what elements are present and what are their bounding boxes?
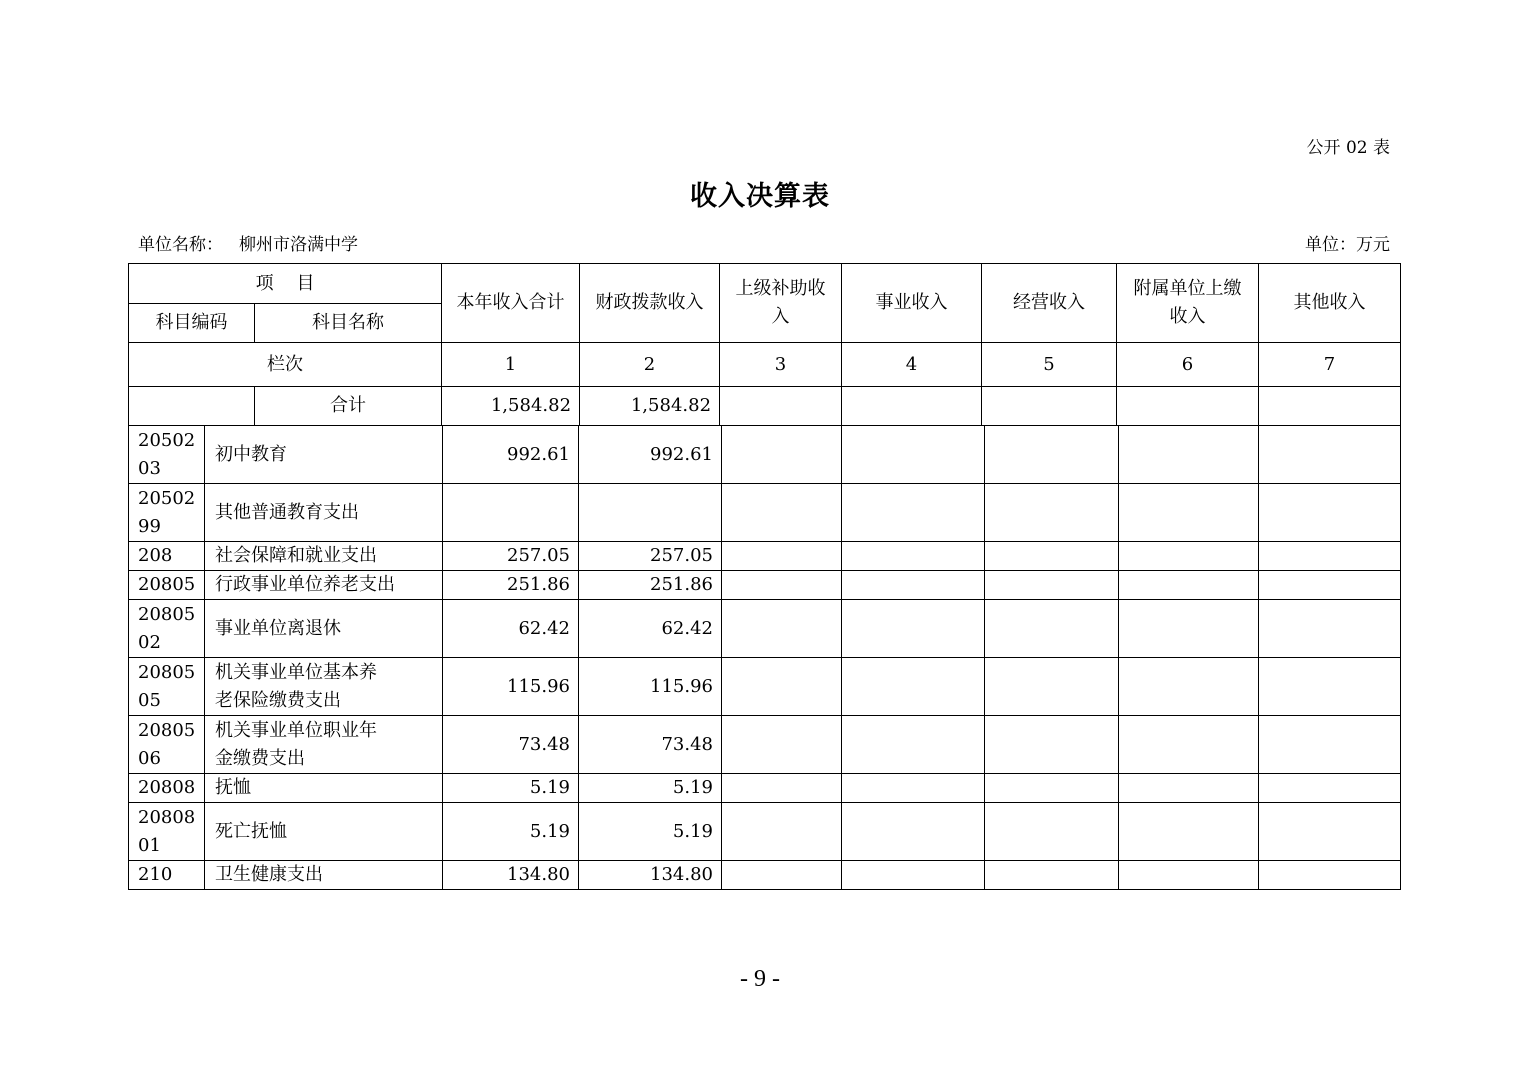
unit-name-line xyxy=(138,230,358,255)
row-empty-cell xyxy=(722,774,842,803)
row-fiscal: 5.19 xyxy=(579,774,722,803)
row-fiscal: 257.05 xyxy=(579,542,722,571)
row-empty-cell xyxy=(722,542,842,571)
row-total: 5.19 xyxy=(443,774,579,803)
row-code: 20502 99 xyxy=(129,484,205,542)
row-empty-cell xyxy=(842,716,985,774)
row-total: 251.86 xyxy=(443,571,579,600)
row-total: 134.80 xyxy=(443,861,579,890)
row-empty-cell xyxy=(722,484,842,542)
table-row xyxy=(129,571,1401,600)
row-empty-cell xyxy=(1259,484,1401,542)
row-empty-cell xyxy=(1119,600,1259,658)
row-empty-cell xyxy=(1259,658,1401,716)
row-name: 抚恤 xyxy=(205,774,443,803)
column-index: 4 xyxy=(842,343,982,387)
row-fiscal: 251.86 xyxy=(579,571,722,600)
row-code: 20805 06 xyxy=(129,716,205,774)
column-index: 5 xyxy=(982,343,1117,387)
row-empty-cell xyxy=(722,861,842,890)
row-empty-cell xyxy=(985,658,1119,716)
row-empty-cell xyxy=(985,803,1119,861)
header-col-total: 本年收入合计 xyxy=(442,264,580,343)
row-total: 5.19 xyxy=(443,803,579,861)
table-row xyxy=(129,861,1401,890)
row-empty-cell xyxy=(842,861,985,890)
row-name: 卫生健康支出 xyxy=(205,861,443,890)
row-code: 20808 xyxy=(129,774,205,803)
row-code: 20502 03 xyxy=(129,426,205,484)
column-index: 7 xyxy=(1259,343,1401,387)
header-code: 科目编码 xyxy=(129,304,255,343)
row-empty-cell xyxy=(842,484,985,542)
header-col-business: 事业收入 xyxy=(842,264,982,343)
header-name: 科目名称 xyxy=(255,304,442,343)
row-empty-cell xyxy=(842,426,985,484)
header-col-affiliated: 附属单位上缴收入 xyxy=(1117,264,1259,343)
row-empty-cell xyxy=(842,774,985,803)
row-empty-cell xyxy=(985,571,1119,600)
header-col-other: 其他收入 xyxy=(1259,264,1401,343)
row-empty-cell xyxy=(1259,600,1401,658)
row-empty-cell xyxy=(985,542,1119,571)
row-fiscal: 5.19 xyxy=(579,803,722,861)
row-empty-cell xyxy=(985,861,1119,890)
table-row xyxy=(129,426,1401,484)
row-empty-cell xyxy=(722,658,842,716)
unit-name-label: 单位名称： xyxy=(138,235,223,255)
row-name: 行政事业单位养老支出 xyxy=(205,571,443,600)
row-code: 20808 01 xyxy=(129,803,205,861)
row-empty-cell xyxy=(1259,542,1401,571)
row-empty-cell xyxy=(1259,861,1401,890)
row-empty-cell xyxy=(1119,571,1259,600)
data-table xyxy=(128,425,1401,890)
row-name: 事业单位离退休 xyxy=(205,600,443,658)
currency-unit: 单位：万元 xyxy=(1305,235,1390,255)
row-empty-cell xyxy=(842,542,985,571)
total-fiscal-sum: 1,584.82 xyxy=(580,387,720,426)
table-row xyxy=(129,774,1401,803)
row-code: 208 xyxy=(129,542,205,571)
row-code: 210 xyxy=(129,861,205,890)
row-name: 机关事业单位基本养 老保险缴费支出 xyxy=(205,658,443,716)
row-empty-cell xyxy=(722,716,842,774)
row-empty-cell xyxy=(1259,571,1401,600)
row-empty-cell xyxy=(985,600,1119,658)
row-empty-cell xyxy=(842,803,985,861)
column-index: 1 xyxy=(442,343,580,387)
row-empty-cell xyxy=(1259,426,1401,484)
row-empty-cell xyxy=(1119,484,1259,542)
row-empty-cell xyxy=(842,600,985,658)
total-code-cell xyxy=(129,387,255,426)
header-col-operating: 经营收入 xyxy=(982,264,1117,343)
row-empty-cell xyxy=(985,774,1119,803)
total-income-sum: 1,584.82 xyxy=(442,387,580,426)
row-name: 机关事业单位职业年 金缴费支出 xyxy=(205,716,443,774)
row-empty-cell xyxy=(842,658,985,716)
row-fiscal xyxy=(579,484,722,542)
row-total: 62.42 xyxy=(443,600,579,658)
table-row xyxy=(129,803,1401,861)
row-fiscal: 62.42 xyxy=(579,600,722,658)
row-empty-cell xyxy=(1259,803,1401,861)
row-name: 死亡抚恤 xyxy=(205,803,443,861)
row-empty-cell xyxy=(1119,658,1259,716)
row-name: 社会保障和就业支出 xyxy=(205,542,443,571)
row-fiscal: 134.80 xyxy=(579,861,722,890)
header-item: 项 目 xyxy=(129,264,442,304)
row-name: 初中教育 xyxy=(205,426,443,484)
table-row xyxy=(129,484,1401,542)
row-empty-cell xyxy=(1119,716,1259,774)
row-empty-cell xyxy=(985,426,1119,484)
row-empty-cell xyxy=(1119,542,1259,571)
row-empty-cell xyxy=(842,571,985,600)
row-fiscal: 992.61 xyxy=(579,426,722,484)
row-total: 992.61 xyxy=(443,426,579,484)
row-empty-cell xyxy=(722,426,842,484)
row-empty-cell xyxy=(1119,774,1259,803)
row-empty-cell xyxy=(722,803,842,861)
header-col-superior: 上级补助收入 xyxy=(720,264,842,343)
row-code: 20805 05 xyxy=(129,658,205,716)
column-index-label: 栏次 xyxy=(129,343,442,387)
table-row xyxy=(129,542,1401,571)
total-label: 合计 xyxy=(255,387,442,426)
row-empty-cell xyxy=(1119,426,1259,484)
row-empty-cell xyxy=(1259,774,1401,803)
header-table xyxy=(128,263,1401,426)
row-empty-cell xyxy=(985,716,1119,774)
row-empty-cell xyxy=(1259,716,1401,774)
row-code: 20805 xyxy=(129,571,205,600)
table-row xyxy=(129,716,1401,774)
column-index: 6 xyxy=(1117,343,1259,387)
column-index: 2 xyxy=(580,343,720,387)
row-name: 其他普通教育支出 xyxy=(205,484,443,542)
table-row xyxy=(129,658,1401,716)
row-empty-cell xyxy=(1119,803,1259,861)
header-col-fiscal: 财政拨款收入 xyxy=(580,264,720,343)
row-total: 73.48 xyxy=(443,716,579,774)
row-total: 257.05 xyxy=(443,542,579,571)
page-number: - 9 - xyxy=(740,966,780,992)
row-empty-cell xyxy=(722,571,842,600)
row-fiscal: 73.48 xyxy=(579,716,722,774)
row-empty-cell xyxy=(722,600,842,658)
page-title: 收入决算表 xyxy=(690,181,830,212)
row-code: 20805 02 xyxy=(129,600,205,658)
column-index: 3 xyxy=(720,343,842,387)
unit-name-value: 柳州市洛满中学 xyxy=(239,235,358,255)
row-fiscal: 115.96 xyxy=(579,658,722,716)
row-total xyxy=(443,484,579,542)
row-empty-cell xyxy=(985,484,1119,542)
form-number: 公开 02 表 xyxy=(1306,138,1390,158)
table-row xyxy=(129,600,1401,658)
row-empty-cell xyxy=(1119,861,1259,890)
row-total: 115.96 xyxy=(443,658,579,716)
